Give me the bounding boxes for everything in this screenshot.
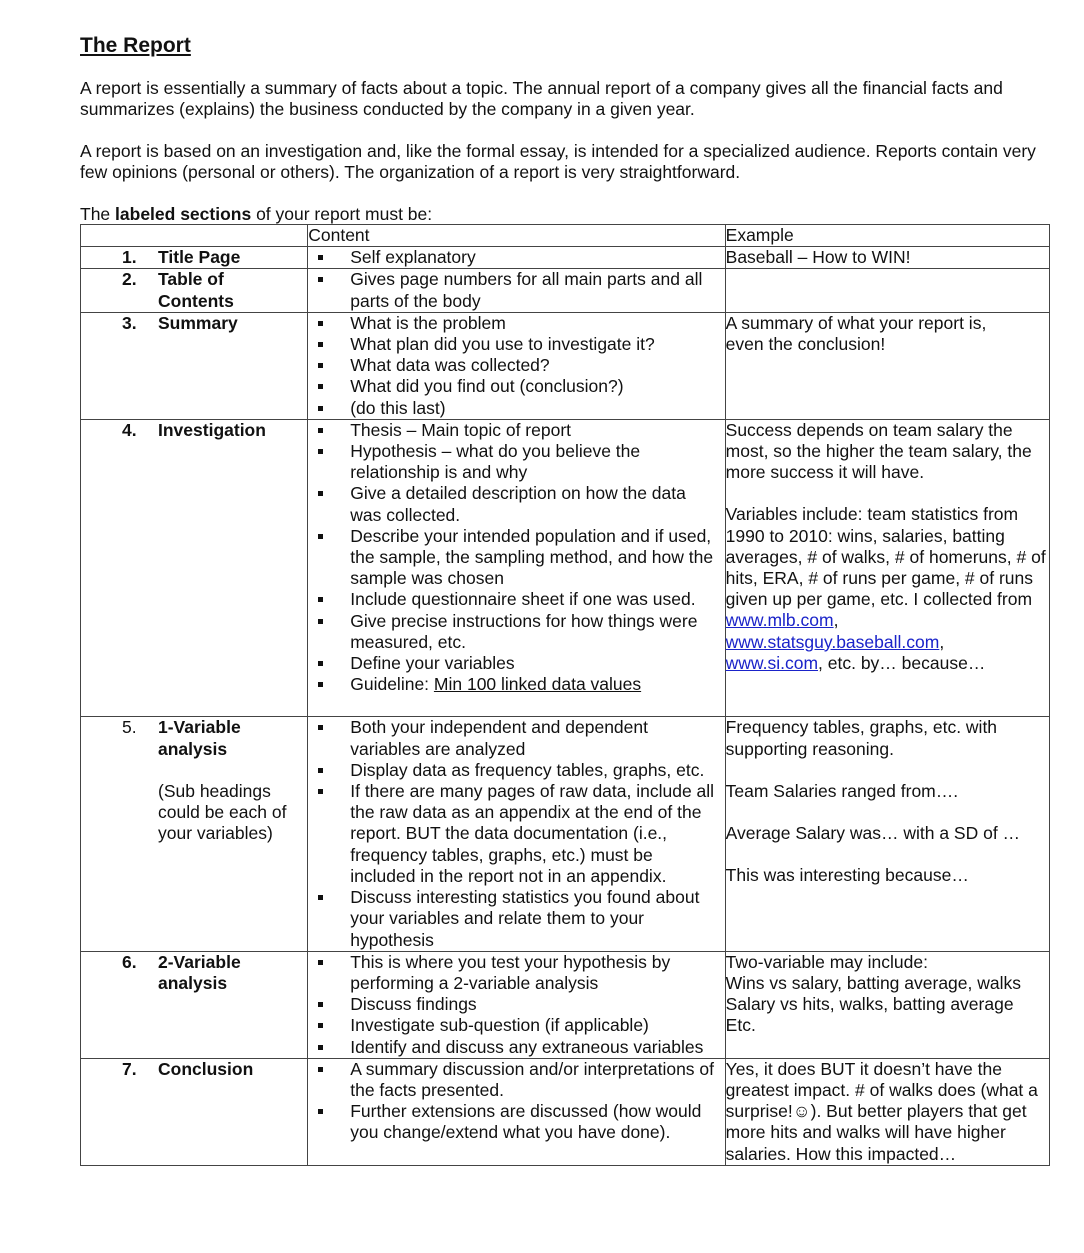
sections-table xyxy=(80,224,1050,1166)
list-item: Discuss findings xyxy=(308,994,724,1015)
list-item: Include questionnaire sheet if one was used. xyxy=(308,589,724,610)
example-cell xyxy=(725,269,1049,312)
list-item: Further extensions are discussed (how would you change/extend what you have done). xyxy=(308,1101,724,1143)
list-item: Give a detailed description on how the data was collected. xyxy=(308,483,724,525)
list-item: What plan did you use to investigate it? xyxy=(308,334,724,355)
document-page xyxy=(80,32,1050,1166)
link-statsguy[interactable]: www.statsguy.baseball.com xyxy=(725,631,940,652)
section-number: 5. xyxy=(122,717,137,738)
sections-intro-prefix: The xyxy=(80,204,116,224)
example-paragraph: Variables include: team statistics from 1990 to 2010: wins, salaries, batting averages, # of walks, # of homeruns, # of hits, ERA, # of runs per game, # of runs given up per game, etc. I collected from www.mlb.com, www.statsguy.baseball.com, www.si.com, etc. by… because… xyxy=(725,504,1046,673)
section-number: 3. xyxy=(122,312,137,333)
section-title: Summary xyxy=(158,312,238,333)
content-cell xyxy=(308,419,725,717)
list-item: Hypothesis – what do you believe the relationship is and why xyxy=(308,441,724,483)
section-title: Investigation xyxy=(158,419,266,440)
list-item: Display data as frequency tables, graphs, etc. xyxy=(308,760,724,781)
example-paragraph: Team Salaries ranged from…. xyxy=(725,780,959,801)
guideline-value: Min 100 linked data values xyxy=(433,674,642,695)
table-row-investigation xyxy=(81,419,1050,717)
content-cell xyxy=(308,1058,725,1165)
section-cell xyxy=(81,717,308,951)
content-cell xyxy=(308,269,725,312)
section-title: Conclusion xyxy=(158,1058,254,1079)
list-item: Define your variables xyxy=(308,653,724,674)
sections-intro-bold: labeled sections xyxy=(115,204,252,224)
list-item: Thesis – Main topic of report xyxy=(308,420,724,441)
section-title-line-1: Table of xyxy=(158,269,224,290)
link-si[interactable]: www.si.com xyxy=(725,652,819,673)
table-row-one-variable xyxy=(81,717,1050,951)
header-section-cell xyxy=(81,225,308,247)
list-item: This is where you test your hypothesis by performing a 2-variable analysis xyxy=(308,952,724,994)
section-title-line-2: analysis xyxy=(158,738,228,759)
section-note: (Sub headings could be each of your variables) xyxy=(158,780,287,844)
example-cell xyxy=(725,717,1049,951)
content-cell xyxy=(308,247,725,269)
table-row-summary xyxy=(81,312,1050,419)
guideline-label: Guideline: xyxy=(350,674,434,695)
table-header-row xyxy=(81,225,1050,247)
example-text: Baseball – How to WIN! xyxy=(725,247,911,268)
example-paragraph: This was interesting because… xyxy=(725,865,969,886)
example-paragraph: Average Salary was… with a SD of … xyxy=(725,823,1021,844)
section-title-line-2: Contents xyxy=(158,290,234,311)
section-title: Title Page xyxy=(158,247,241,268)
content-cell xyxy=(308,312,725,419)
example-line: Etc. xyxy=(725,1015,756,1036)
section-cell xyxy=(81,269,308,312)
section-number: 2. xyxy=(122,269,137,290)
table-row-two-variable xyxy=(81,951,1050,1058)
page-title: The Report xyxy=(80,34,191,57)
example-cell xyxy=(725,1058,1049,1165)
section-title-line-1: 2-Variable xyxy=(158,951,241,972)
example-paragraph: Frequency tables, graphs, etc. with supporting reasoning. xyxy=(725,717,998,759)
link-mlb[interactable]: www.mlb.com xyxy=(725,610,834,631)
list-item: What is the problem xyxy=(308,313,724,334)
section-title-line-1: 1-Variable xyxy=(158,717,241,738)
table-row-toc xyxy=(81,269,1050,312)
section-cell xyxy=(81,247,308,269)
list-item: What data was collected? xyxy=(308,355,724,376)
table-row-title-page xyxy=(81,247,1050,269)
list-item: What did you find out (conclusion?) xyxy=(308,376,724,397)
example-line: even the conclusion! xyxy=(725,334,886,355)
example-text: , etc. by… because… xyxy=(818,652,986,673)
example-line: Wins vs salary, batting average, walks xyxy=(725,972,1022,993)
section-cell xyxy=(81,1058,308,1165)
list-item: If there are many pages of raw data, include all the raw data as an appendix at the end of the report. BUT the data documentation (i.e., frequency tables, graphs, etc.) must be included in the report not in an appendix. xyxy=(308,781,724,887)
section-number: 4. xyxy=(122,419,137,440)
list-item: Investigate sub-question (if applicable) xyxy=(308,1015,724,1036)
example-cell xyxy=(725,312,1049,419)
example-paragraph: Success depends on team salary the most, so the higher the team salary, the more success it will have. xyxy=(725,419,1032,483)
header-example: Example xyxy=(725,225,1049,247)
section-number: 6. xyxy=(122,951,137,972)
example-line: Salary vs hits, walks, batting average xyxy=(725,994,1014,1015)
example-line: A summary of what your report is, xyxy=(725,312,987,333)
list-item: A summary discussion and/or interpretations of the facts presented. xyxy=(308,1059,724,1101)
section-number: 7. xyxy=(122,1058,137,1079)
section-title-line-2: analysis xyxy=(158,972,228,993)
intro-paragraph-1: A report is essentially a summary of facts about a topic. The annual report of a company gives all the financial facts and summarizes (explains) the business conducted by the company in a given year. xyxy=(80,78,1003,119)
list-item: Identify and discuss any extraneous variables xyxy=(308,1037,724,1058)
section-cell xyxy=(81,419,308,717)
list-item: Give precise instructions for how things were measured, etc. xyxy=(308,611,724,653)
list-item: Both your independent and dependent variables are analyzed xyxy=(308,717,724,759)
content-cell xyxy=(308,717,725,951)
example-paragraph: Yes, it does BUT it doesn’t have the greatest impact. # of walks does (what a surprise!☺). But better players that get more hits and walks will have higher salaries. How this impacted… xyxy=(725,1058,1038,1164)
section-number: 1. xyxy=(122,247,137,268)
list-item: Discuss interesting statistics you found about your variables and relate them to your hypothesis xyxy=(308,887,724,951)
section-cell xyxy=(81,312,308,419)
example-cell xyxy=(725,247,1049,269)
intro-paragraph-2: A report is based on an investigation and, like the formal essay, is intended for a specialized audience. Reports contain very few opinions (personal or others). The organization of a report is very straightforward. xyxy=(80,141,1036,182)
example-cell xyxy=(725,951,1049,1058)
content-cell xyxy=(308,951,725,1058)
list-item: (do this last) xyxy=(308,398,724,419)
list-item: Describe your intended population and if used, the sample, the sampling method, and how the sample was chosen xyxy=(308,526,724,590)
table-row-conclusion xyxy=(81,1058,1050,1165)
list-item: Gives page numbers for all main parts and all parts of the body xyxy=(308,269,724,311)
example-line: Two-variable may include: xyxy=(725,951,928,972)
sections-intro-suffix: of your report must be: xyxy=(251,204,433,224)
example-text: Variables include: team statistics from 1990 to 2010: wins, salaries, batting averages, # of walks, # of homeruns, # of hits, ERA, # of runs per game, # of runs given up per game, etc. I collected from xyxy=(725,504,1046,610)
section-cell xyxy=(81,951,308,1058)
sections-intro xyxy=(80,204,1050,225)
list-item: Self explanatory xyxy=(308,247,724,268)
list-item xyxy=(308,674,724,695)
header-content: Content xyxy=(308,225,725,247)
example-cell xyxy=(725,419,1049,717)
